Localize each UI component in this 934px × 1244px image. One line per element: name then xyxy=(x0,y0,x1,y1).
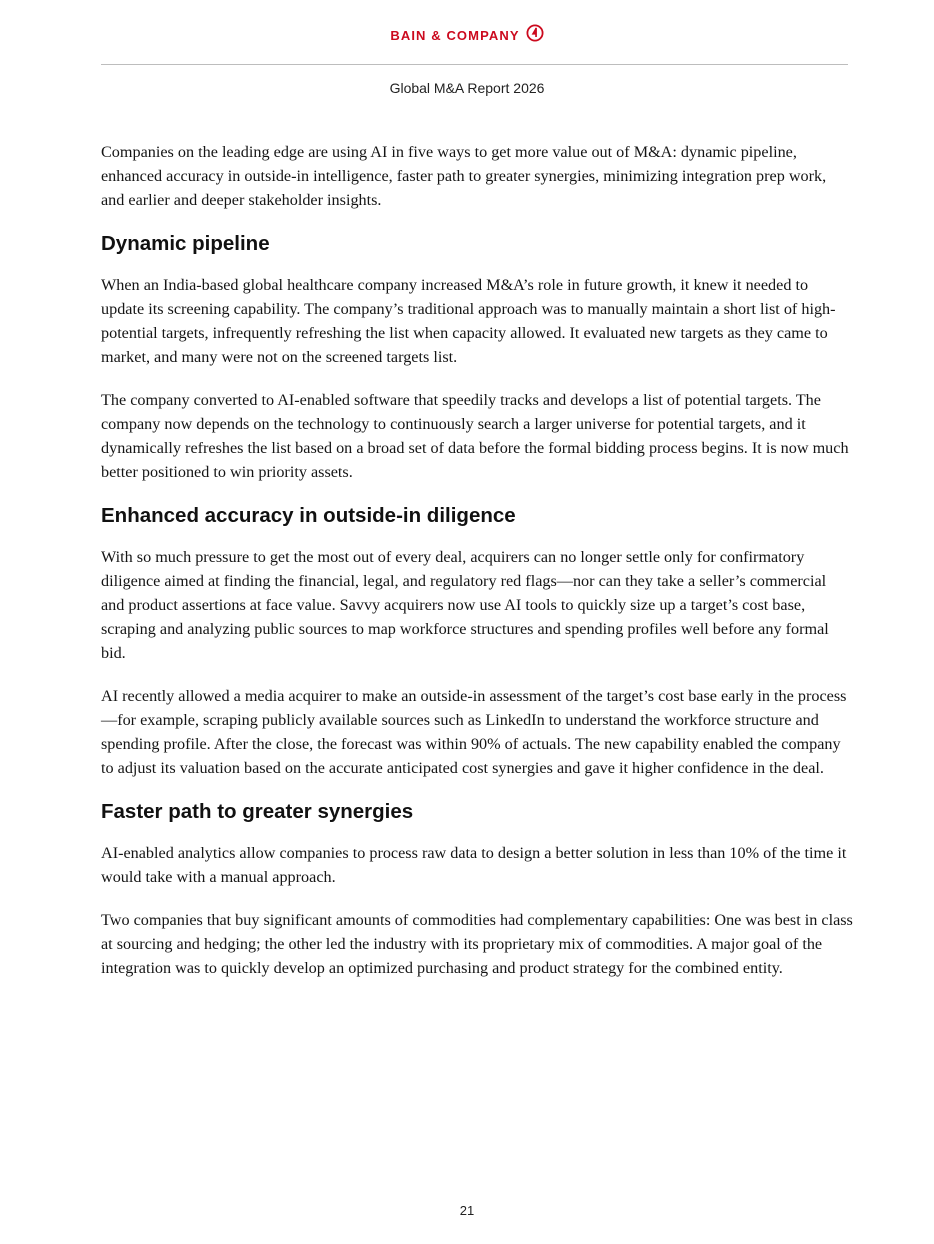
bain-logo-icon xyxy=(526,24,544,45)
section-heading-dynamic-pipeline: Dynamic pipeline xyxy=(101,232,270,255)
body-paragraph: The company converted to AI-enabled software that speedily tracks and develops a list of potential targets. The company now depends on the technology to continuously search a larger universe for potential targets, and it dynamically refreshes the list based on a broad set of data before the formal bidding process begins. It is now much better positioned to win priority assets. xyxy=(101,391,849,481)
section-heading-outside-in-diligence: Enhanced accuracy in outside-in diligence xyxy=(101,504,516,527)
intro-paragraph: Companies on the leading edge are using AI in five ways to get more value out of M&A: dynamic pipeline, enhanced accuracy in outside-in intelligence, faster path to greater synergies, minimizing integration prep work, and earlier and deeper stakeholder insights. xyxy=(101,143,827,209)
page-number: 21 xyxy=(459,1203,475,1218)
body-paragraph: AI recently allowed a media acquirer to make an outside-in assessment of the target’s cost base early in the process—for example, scraping publicly available sources such as LinkedIn to understand the workforce structure and spending profile. After the close, the forecast was within 90% of actuals. The new capability enabled the company to adjust its valuation based on the accurate anticipated cost synergies and gave it higher confidence in the deal. xyxy=(101,687,847,777)
main-content xyxy=(101,140,853,999)
body-paragraph: Two companies that buy significant amounts of commodities had complementary capabilities: One was best in class at sourcing and hedging; the other led the industry with its proprietary mix of commodities. A major goal of the integration was to quickly develop an optimized purchasing and product strategy for the combined entity. xyxy=(101,911,853,977)
body-paragraph: When an India-based global healthcare company increased M&A’s role in future growth, it knew it needed to update its screening capability. The company’s traditional approach was to manually maintain a short list of high-potential targets, infrequently refreshing the list when capacity allowed. It evaluated new targets as they came to market, and many were not on the screened targets list. xyxy=(101,276,836,366)
report-title: Global M&A Report 2026 xyxy=(389,80,545,96)
body-paragraph: AI-enabled analytics allow companies to process raw data to design a better solution in less than 10% of the time it would take with a manual approach. xyxy=(101,844,847,886)
header-divider xyxy=(101,64,848,65)
brand-header xyxy=(0,26,934,47)
body-paragraph: With so much pressure to get the most out of every deal, acquirers can no longer settle only for confirmatory diligence aimed at finding the financial, legal, and regulatory red flags—nor can they take a seller’s commercial and product assertions at face value. Savvy acquirers now use AI tools to quickly size up a target’s cost base, scraping and analyzing public sources to map workforce structures and spending profiles well before any formal bid. xyxy=(101,548,829,662)
section-heading-faster-synergies: Faster path to greater synergies xyxy=(101,800,414,823)
brand-wordmark: BAIN & COMPANY xyxy=(390,27,520,43)
